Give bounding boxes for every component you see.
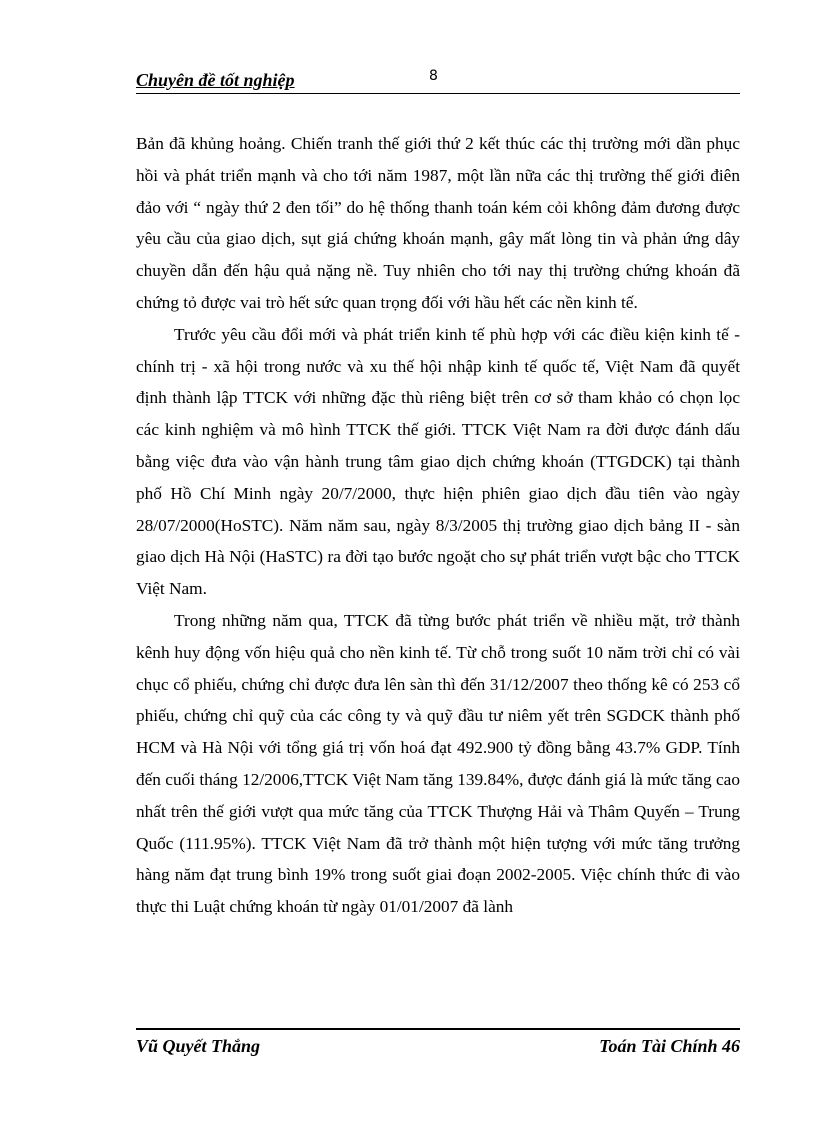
footer-author: Vũ Quyết Thắng <box>136 1036 261 1056</box>
footer-class: Toán Tài Chính 46 <box>599 1036 740 1056</box>
footer-divider <box>136 1028 740 1030</box>
paragraph-1: Bản đã khủng hoảng. Chiến tranh thế giới thứ 2 kết thúc các thị trường mới dần phục hồi và phát triển mạnh và cho tới năm 1987, một lần nữa các thị trường thế giới điên đảo với “ ngày thứ 2 đen tối” do hệ thống thanh toán kém cỏi không đảm đương được yêu cầu của giao dịch, sụt giá chứng khoán mạnh, gây mất lòng tin và phản ứng dây chuyền dẫn đến hậu quả nặng nề. Tuy nhiên cho tới nay thị trường chứng khoán đã chứng tỏ được vai trò hết sức quan trọng đối với hầu hết các nền kinh tế. <box>136 134 740 312</box>
page-number: 8 <box>429 68 438 84</box>
body-text <box>136 128 740 923</box>
page-footer <box>136 1036 740 1060</box>
paragraph-3: Trong những năm qua, TTCK đã từng bước phát triển về nhiều mặt, trở thành kênh huy động vốn hiệu quả cho nền kinh tế. Từ chỗ trong suốt 10 năm trời chỉ có vài chục cổ phiếu, chứng chỉ được đưa lên sàn thì đến 31/12/2007 theo thống kê có 253 cổ phiếu, chứng chỉ quỹ của các công ty và quỹ đầu tư niêm yết trên SGDCK thành phố HCM và Hà Nội với tổng giá trị vốn hoá đạt 492.900 tỷ đồng bằng 43.7% GDP. Tính đến cuối tháng 12/2006,TTCK Việt Nam tăng 139.84%, được đánh giá là mức tăng cao nhất trên thế giới vượt qua mức tăng của TTCK Thượng Hải và Thâm Quyến – Trung Quốc (111.95%). TTCK Việt Nam đã trở thành một hiện tượng với mức tăng trưởng hàng năm đạt trung bình 19% trong suốt giai đoạn 2002-2005. Việc chính thức đi vào thực thi Luật chứng khoán từ ngày 01/01/2007 đã lành <box>136 610 740 917</box>
page-header <box>136 68 740 94</box>
paragraph-2: Trước yêu cầu đổi mới và phát triển kinh tế phù hợp với các điều kiện kinh tế - chính trị - xã hội trong nước và xu thế hội nhập kinh tế quốc tế, Việt Nam đã quyết định thành lập TTCK với những đặc thù riêng biệt trên cơ sở tham khảo có chọn lọc các kinh nghiệm và mô hình TTCK thế giới. TTCK Việt Nam ra đời được đánh dấu bằng việc đưa vào vận hành trung tâm giao dịch chứng khoán (TTGDCK) tại thành phố Hồ Chí Minh ngày 20/7/2000, thực hiện phiên giao dịch đầu tiên vào ngày 28/07/2000(HoSTC). Năm năm sau, ngày 8/3/2005 thị trường giao dịch bảng II - sàn giao dịch Hà Nội (HaSTC) ra đời tạo bước ngoặt cho sự phát triển vượt bậc cho TTCK Việt Nam. <box>136 324 740 599</box>
header-divider <box>136 93 740 94</box>
header-title: Chuyên đề tốt nghiệp <box>136 70 295 90</box>
